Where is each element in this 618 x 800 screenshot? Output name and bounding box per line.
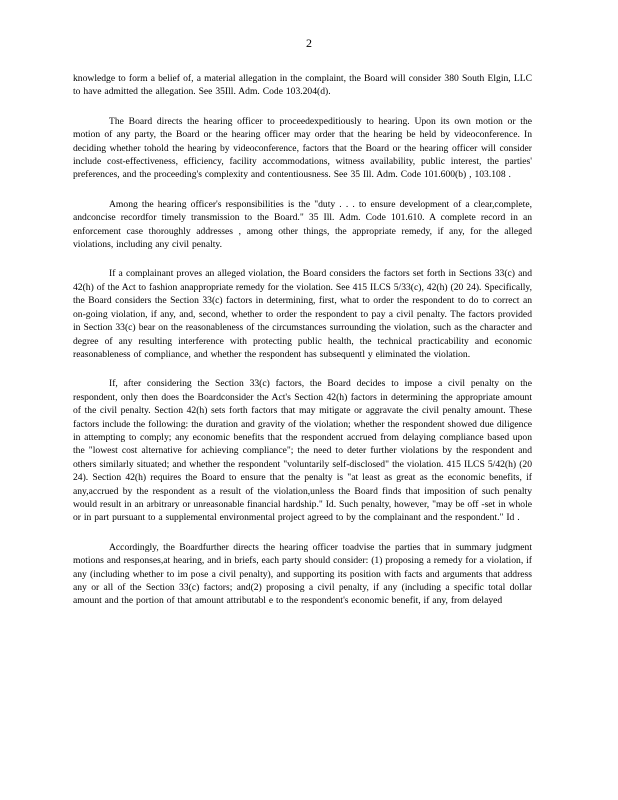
- paragraph-2: The Board directs the hearing officer to proceedexpeditiously to hearing. Upon its own motion or the motion of any party, the Board or the hearing officer may order that the hearing be held by videoconference. In deciding whether tohold the hearing by videoconference, factors that the Board or the hearing officer will consider include cost-effectiveness, efficiency, facility accommodations, witness availability, public interest, the parties' preferences, and the proceeding's complexity and contentiousness. See 35 Ill. Adm. Code 101.600(b) , 103.108 .: [73, 115, 532, 181]
- paragraph-6: Accordingly, the Boardfurther directs the hearing officer toadvise the parties that in summary judgment motions and responses,at hearing, and in briefs, each party should consider: (1) proposing a remedy for a violation, if any (including whether to im pose a civil penalty), and supporting its position with facts and arguments that address any or all of the Section 33(c) factors; and(2) proposing a civil penalty, if any (including a specific total dollar amount and the portion of that amount attributabl e to the respondent's economic benefit, if any, from delayed: [73, 541, 532, 607]
- paragraph-1: knowledge to form a belief of, a material allegation in the complaint, the Board will consider 380 South Elgin, LLC to have admitted the allegation. See 35Ill. Adm. Code 103.204(d).: [73, 73, 532, 98]
- page-number: 2: [306, 36, 312, 50]
- paragraph-3: Among the hearing officer's responsibilities is the "duty . . . to ensure development of a clear,complete, andconcise recordfor timely transmission to the Board." 35 Ill. Adm. Code 101.610. A complete record in an enforcement case thoroughly addresses , among other things, the appropriate remedy, if any, for the alleged violations, including any civil penalty.: [73, 198, 532, 251]
- paragraph-4: If a complainant proves an alleged violation, the Board considers the factors set forth in Sections 33(c) and 42(h) of the Act to fashion anappropriate remedy for the violation. See 415 ILCS 5/33(c), 42(h) (20 24). Specifically, the Board considers the Section 33(c) factors in determining, first, what to order the respondent to do to correct an on-going violation, if any, and, second, whether to order the respondent to pay a civil penalty. The factors provided in Section 33(c) bear on the reasonableness of the circumstances surrounding the violation, such as the character and degree of any resulting interference with protecting public health, the technical practicability and economic reasonableness of compliance, and whether the respondent has subsequentl y eliminated the violation.: [73, 268, 532, 360]
- paragraph-5: If, after considering the Section 33(c) factors, the Board decides to impose a civil penalty on the respondent, only then does the Boardconsider the Act's Section 42(h) factors in determining the appropriate amount of the civil penalty. Section 42(h) sets forth factors that may mitigate or aggravate the civil penalty amount. These factors include the following: the duration and gravity of the violation; whether the respondent showed due diligence in attempting to comply; any economic benefits that the respondent accrued from delaying compliance based upon the "lowest cost alternative for achieving compliance"; the need to deter further violations by the respondent and others similarly situated; and whether the respondent "voluntarily self-disclosed" the violation. 415 ILCS 5/42(h) (20 24). Section 42(h) requires the Board to ensure that the penalty is "at least as great as the economic benefits, if any,accrued by the respondent as a result of the violation,unless the Board finds that imposition of such penalty would result in an arbitrary or unreasonable financial hardship." Id. Such penalty, however, "may be off -set in whole or in part pursuant to a supplemental environmental project agreed to by the complainant and the respondent." Id .: [73, 378, 532, 524]
- document-body: [73, 72, 532, 624]
